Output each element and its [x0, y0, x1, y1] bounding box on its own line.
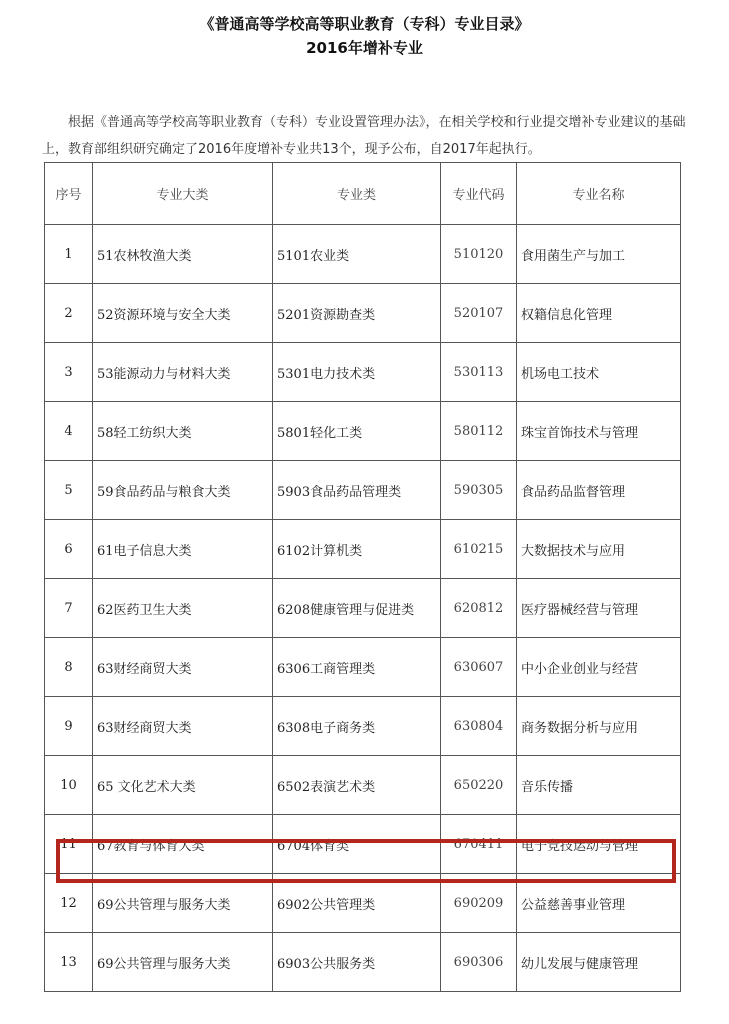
cell-major-code: 580112	[441, 402, 517, 461]
cell-major-code: 520107	[441, 284, 517, 343]
cell-serial-number: 6	[45, 520, 93, 579]
cell-major-class: 6902公共管理类	[273, 874, 441, 933]
table-row	[45, 402, 681, 461]
table-header-row	[45, 163, 681, 225]
cell-major-code: 620812	[441, 579, 517, 638]
cell-major-category: 59食品药品与粮食大类	[93, 461, 273, 520]
cell-serial-number: 12	[45, 874, 93, 933]
cell-major-category: 58轻工纺织大类	[93, 402, 273, 461]
cell-serial-number: 13	[45, 933, 93, 992]
cell-serial-number: 11	[45, 815, 93, 874]
cell-major-class: 6208健康管理与促进类	[273, 579, 441, 638]
cell-major-category: 63财经商贸大类	[93, 638, 273, 697]
cell-major-category: 63财经商贸大类	[93, 697, 273, 756]
table-row	[45, 579, 681, 638]
cell-major-code: 690306	[441, 933, 517, 992]
cell-major-name: 中小企业创业与经营	[517, 638, 681, 697]
cell-major-name: 食品药品监督管理	[517, 461, 681, 520]
cell-major-category: 61电子信息大类	[93, 520, 273, 579]
cell-major-category: 53能源动力与材料大类	[93, 343, 273, 402]
table-row	[45, 225, 681, 284]
cell-serial-number: 1	[45, 225, 93, 284]
cell-major-code: 510120	[441, 225, 517, 284]
intro-paragraph: 根据《普通高等学校高等职业教育（专科）专业设置管理办法》，在相关学校和行业提交增补专业建议的基础上，教育部组织研究确定了2016年度增补专业共13个，现予公布，自2017年起执行。	[42, 115, 686, 157]
table-row	[45, 697, 681, 756]
table-row	[45, 933, 681, 992]
cell-serial-number: 8	[45, 638, 93, 697]
cell-major-category: 69公共管理与服务大类	[93, 874, 273, 933]
table-row	[45, 756, 681, 815]
header-major-category: 专业大类	[93, 163, 273, 225]
cell-major-class: 5301电力技术类	[273, 343, 441, 402]
cell-major-class: 5903食品药品管理类	[273, 461, 441, 520]
cell-major-name: 食用菌生产与加工	[517, 225, 681, 284]
cell-major-name: 幼儿发展与健康管理	[517, 933, 681, 992]
cell-major-category: 65 文化艺术大类	[93, 756, 273, 815]
document-title: 《普通高等学校高等职业教育（专科）专业目录》	[199, 15, 530, 33]
cell-serial-number: 10	[45, 756, 93, 815]
cell-serial-number: 3	[45, 343, 93, 402]
major-table	[44, 162, 681, 992]
cell-major-category: 62医药卫生大类	[93, 579, 273, 638]
cell-major-class: 6502表演艺术类	[273, 756, 441, 815]
cell-major-class: 5201资源勘查类	[273, 284, 441, 343]
cell-major-class: 6308电子商务类	[273, 697, 441, 756]
cell-major-name: 机场电工技术	[517, 343, 681, 402]
table-row-highlighted	[45, 815, 681, 874]
cell-serial-number: 5	[45, 461, 93, 520]
cell-major-name: 大数据技术与应用	[517, 520, 681, 579]
table-row	[45, 874, 681, 933]
cell-major-class: 5801轻化工类	[273, 402, 441, 461]
cell-major-category: 67教育与体育大类	[93, 815, 273, 874]
cell-major-class: 6102计算机类	[273, 520, 441, 579]
header-major-code: 专业代码	[441, 163, 517, 225]
cell-serial-number: 9	[45, 697, 93, 756]
header-major-class: 专业类	[273, 163, 441, 225]
cell-major-category: 69公共管理与服务大类	[93, 933, 273, 992]
cell-major-name: 电子竞技运动与管理	[517, 815, 681, 874]
cell-major-class: 6306工商管理类	[273, 638, 441, 697]
table-row	[45, 461, 681, 520]
cell-major-code: 590305	[441, 461, 517, 520]
cell-major-name: 音乐传播	[517, 756, 681, 815]
cell-serial-number: 2	[45, 284, 93, 343]
cell-major-name: 医疗器械经营与管理	[517, 579, 681, 638]
cell-major-code: 670411	[441, 815, 517, 874]
cell-major-code: 690209	[441, 874, 517, 933]
header-serial-number: 序号	[45, 163, 93, 225]
cell-major-category: 52资源环境与安全大类	[93, 284, 273, 343]
cell-major-name: 公益慈善事业管理	[517, 874, 681, 933]
cell-major-name: 权籍信息化管理	[517, 284, 681, 343]
header-major-name: 专业名称	[517, 163, 681, 225]
cell-major-class: 5101农业类	[273, 225, 441, 284]
table-row	[45, 638, 681, 697]
cell-major-code: 630804	[441, 697, 517, 756]
cell-major-code: 530113	[441, 343, 517, 402]
cell-major-code: 630607	[441, 638, 517, 697]
cell-major-name: 珠宝首饰技术与管理	[517, 402, 681, 461]
cell-major-code: 610215	[441, 520, 517, 579]
cell-major-name: 商务数据分析与应用	[517, 697, 681, 756]
table-row	[45, 343, 681, 402]
table-row	[45, 284, 681, 343]
cell-major-code: 650220	[441, 756, 517, 815]
document-subtitle: 2016年增补专业	[306, 39, 423, 57]
cell-serial-number: 4	[45, 402, 93, 461]
cell-major-category: 51农林牧渔大类	[93, 225, 273, 284]
cell-major-class: 6903公共服务类	[273, 933, 441, 992]
cell-serial-number: 7	[45, 579, 93, 638]
cell-major-class: 6704体育类	[273, 815, 441, 874]
table-row	[45, 520, 681, 579]
